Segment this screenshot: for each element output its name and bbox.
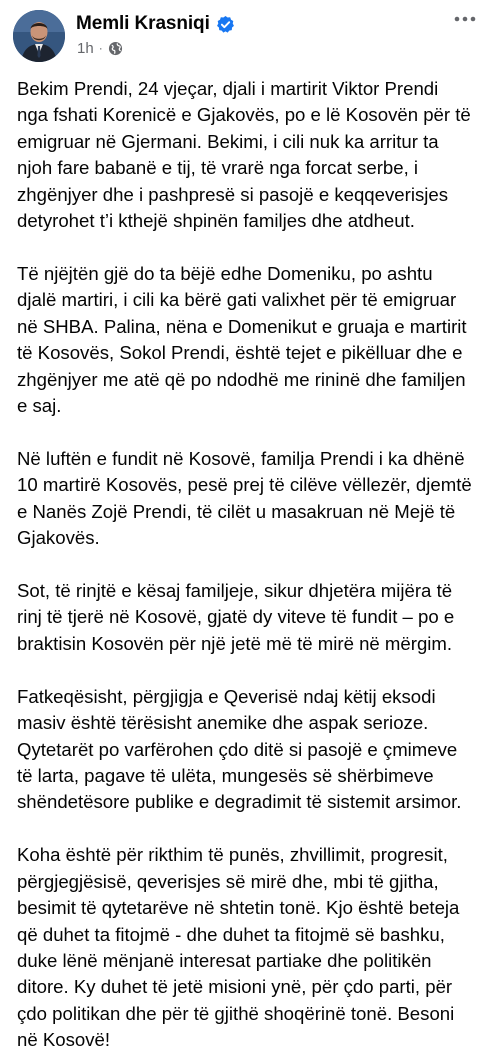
paragraph-1 [17,76,477,234]
text-line: djalë martiri, i cili ka bërë gati valixhet për të emigruar [17,289,457,311]
post-time[interactable]: 1h [77,39,94,57]
text-line: nga fshati Korenicë e Gjakovës, po e lë Kosovën për të [17,104,471,126]
paragraph-3 [17,446,477,552]
text-line: ditore. Ky duhet të jetë misioni ynë, për çdo parti, për [17,976,453,998]
author-name[interactable]: Memli Krasniqi [76,13,210,34]
verified-badge-icon [216,15,235,34]
avatar-photo-icon [13,10,65,62]
paragraph-6 [17,842,477,1053]
more-options-icon [454,16,476,22]
post-meta [77,38,123,58]
paragraph-gap [17,816,477,843]
text-line: zhgënjyer me atë që po ndodhë me rininë dhe familjen [17,368,466,390]
text-line: braktisin Kosovën për një jetë më të mirë në mërgim. [17,632,453,654]
text-line: Fatkeqësisht, përgjigja e Qeverisë ndaj këtij eksodi [17,685,436,707]
text-line: Sot, të rinjtë e kësaj familjeje, sikur dhjetëra mijëra të [17,580,453,602]
text-line: Qytetarët po varfërohen çdo ditë si pasojë e çmimeve [17,738,458,760]
text-line: 10 martirë Kosovës, pesë prej të cilëve vëllezër, djemtë [17,474,472,496]
globe-icon[interactable] [108,41,123,56]
meta-separator: · [98,41,103,55]
text-line: Gjakovës. [17,527,100,549]
text-line: çdo politikan dhe për të gjithë shoqërinë tonë. Besoni [17,1002,455,1024]
text-line: shëndetësore publike e degradimit të sistemit arsimor. [17,791,462,813]
post-body [17,76,477,1053]
paragraph-gap [17,234,477,261]
text-line: të Kosovës, Sokol Prendi, është tejet e pikëlluar dhe e [17,342,463,364]
text-line: besimit të qytetarëve në shtetin tonë. Kjo është beteja [17,897,460,919]
text-line: Bekim Prendi, 24 vjeçar, djali i martirit Viktor Prendi [17,78,439,99]
text-line: emigruar në Gjermani. Bekimi, i cili nuk ka arritur ta [17,130,439,152]
paragraph-gap [17,657,477,684]
paragraph-4 [17,578,477,657]
text-line: të larta, pagave të ulëta, mungesës së shërbimeve [17,764,434,786]
more-options-button[interactable] [450,4,477,34]
text-line: në SHBA. Palina, nëna e Domenikut e gruaja e martirit [17,315,467,337]
text-line: e saj. [17,394,62,416]
text-line: përgjegjësisë, qeverisjes së mirë dhe, mbi të gjitha, [17,870,439,892]
text-line: në Kosovë! [17,1029,111,1051]
paragraph-gap [17,419,477,446]
text-line: që duhet ta fitojmë - dhe duhet ta fitojmë së bashku, [17,923,445,945]
avatar[interactable] [13,10,65,62]
text-line: e Nanës Zojë Prendi, të cilët u masakruan në Mejë të [17,500,456,522]
text-line: rinj të tjerë në Kosovë, gjatë dy viteve të fundit – po e [17,606,455,628]
text-line: zhgënjyer dhe i pashpresë si pasojë e keqqeverisjes [17,183,449,205]
text-line: njoh fare babanë e tij, të vrarë nga forcat serbe, i [17,157,419,179]
text-line: Koha është për rikthim të punës, zhvillimit, progresit, [17,844,448,866]
paragraph-2 [17,261,477,419]
post-header [0,0,477,72]
author-line [76,12,235,36]
text-line: detyrohet t’i kthejë shpinën familjes dhe atdheut. [17,209,415,231]
text-line: masiv është tërësisht anemike dhe aspak serioze. [17,712,429,734]
paragraph-gap [17,551,477,578]
paragraph-5 [17,684,477,816]
text-line: duke lënë mënjanë interesat partiake dhe politikën [17,949,432,971]
text-line: Në luftën e fundit në Kosovë, familja Prendi i ka dhënë [17,447,465,469]
text-line: Të njëjtën gjë do ta bëjë edhe Domeniku, po ashtu [17,262,433,284]
